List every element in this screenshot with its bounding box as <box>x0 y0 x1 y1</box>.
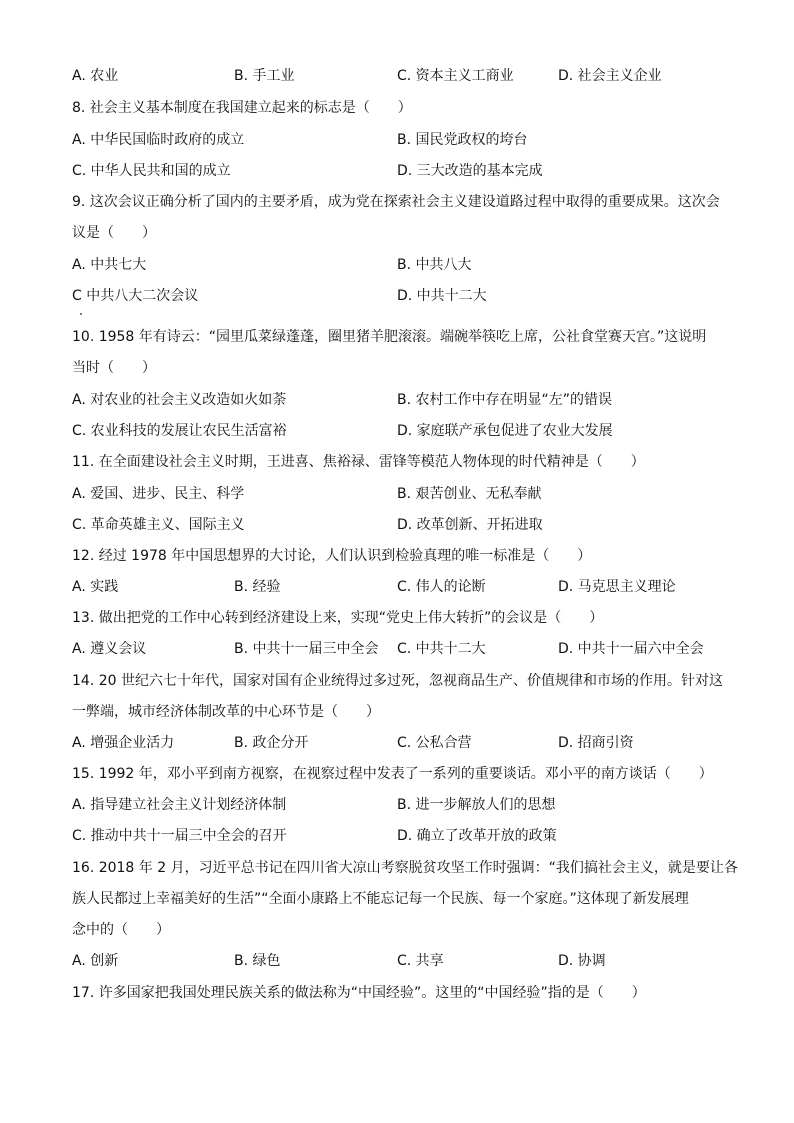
q9-option-b: B. 中共八大 <box>397 257 472 273</box>
q14-stem-line-1: 14. 20 世纪六七十年代，国家对国有企业统得过多过死，忽视商品生产、价值规律和市场的作用。针对这 <box>72 673 723 689</box>
q13-option-a: A. 遵义会议 <box>72 641 147 657</box>
q13-option-d: D. 中共十一届六中全会 <box>558 641 704 657</box>
q10-option-c: C. 农业科技的发展让农民生活富裕 <box>72 423 287 439</box>
q10-stem-line-1: 10. 1958 年有诗云：“园里瓜菜绿蓬蓬，圈里猪羊肥滚滚。端碗举筷吃上席，公社食堂赛天宫。”这说明 <box>72 329 707 345</box>
q10-option-d: D. 家庭联产承包促进了农业大发展 <box>397 423 613 439</box>
q16-stem-line-2: 族人民都过上幸福美好的生活”“全面小康路上不能忘记每一个民族、每一个家庭。”这体现了新发展理 <box>72 891 689 907</box>
q16-option-c: C. 共享 <box>397 953 444 969</box>
q16-option-a: A. 创新 <box>72 953 119 969</box>
q10-option-a: A. 对农业的社会主义改造如火如荼 <box>72 392 287 408</box>
q12-option-b: B. 经验 <box>234 579 281 595</box>
q15-option-c: C. 推动中共十一届三中全会的召开 <box>72 828 287 844</box>
q11-option-c: C. 革命英雄主义、国际主义 <box>72 517 245 533</box>
q15-option-b: B. 进一步解放人们的思想 <box>397 797 556 813</box>
q8-option-c: C. 中华人民共和国的成立 <box>72 163 231 179</box>
q10-option-b: B. 农村工作中存在明显“左”的错误 <box>397 392 613 408</box>
q12-option-c: C. 伟人的论断 <box>397 579 486 595</box>
q8-option-a: A. 中华民国临时政府的成立 <box>72 132 245 148</box>
q9-option-c: C 中共八大二次会议 <box>72 288 199 304</box>
q10-stem-line-2: 当时（ ） <box>72 360 156 376</box>
q14-option-d: D. 招商引资 <box>558 735 634 751</box>
q11-option-a: A. 爱国、进步、民主、科学 <box>72 486 245 502</box>
q13-option-c: C. 中共十二大 <box>397 641 486 657</box>
q7-option-d: D. 社会主义企业 <box>558 68 662 84</box>
q14-option-a: A. 增强企业活力 <box>72 735 175 751</box>
q8-stem: 8. 社会主义基本制度在我国建立起来的标志是（ ） <box>72 100 412 116</box>
q16-stem-line-3: 念中的（ ） <box>72 922 170 938</box>
q17-stem: 17. 许多国家把我国处理民族关系的做法称为“中国经验”。这里的“中国经验”指的是（ ） <box>72 985 646 1001</box>
q12-stem: 12. 经过 1978 年中国思想界的大讨论，人们认识到检验真理的唯一标准是（ ） <box>72 548 592 564</box>
q9-option-d: D. 中共十二大 <box>397 288 487 304</box>
q9-stem-line-2: 议是（ ） <box>72 225 156 241</box>
q7-option-b: B. 手工业 <box>234 68 295 84</box>
q9-stem-line-1: 9. 这次会议正确分析了国内的主要矛盾，成为党在探索社会主义建设道路过程中取得的重要成果。这次会 <box>72 194 720 210</box>
q16-stem-line-1: 16. 2018 年 2 月，习近平总书记在四川省大凉山考察脱贫攻坚工作时强调：“我们搞社会主义，就是要让各 <box>72 860 738 876</box>
q11-option-d: D. 改革创新、开拓进取 <box>397 517 543 533</box>
q7-option-a: A. 农业 <box>72 68 119 84</box>
q15-option-a: A. 指导建立社会主义计划经济体制 <box>72 797 287 813</box>
q11-stem: 11. 在全面建设社会主义时期，王进喜、焦裕禄、雷锋等模范人物体现的时代精神是（ ） <box>72 454 645 470</box>
q12-option-a: A. 实践 <box>72 579 119 595</box>
q8-option-b: B. 国民党政权的垮台 <box>397 132 528 148</box>
q15-stem: 15. 1992 年，邓小平到南方视察，在视察过程中发表了一系列的重要谈话。邓小平的南方谈话（ ） <box>72 766 713 782</box>
q9-option-a: A. 中共七大 <box>72 257 147 273</box>
q14-option-c: C. 公私合营 <box>397 735 472 751</box>
q16-option-d: D. 协调 <box>558 953 606 969</box>
q14-stem-line-2: 一弊端，城市经济体制改革的中心环节是（ ） <box>72 704 380 720</box>
q8-option-d: D. 三大改造的基本完成 <box>397 163 543 179</box>
q12-option-d: D. 马克思主义理论 <box>558 579 676 595</box>
q16-option-b: B. 绿色 <box>234 953 281 969</box>
q15-option-d: D. 确立了改革开放的政策 <box>397 828 557 844</box>
q13-stem: 13. 做出把党的工作中心转到经济建设上来，实现“党史上伟大转折”的会议是（ ） <box>72 610 604 626</box>
scan-speck <box>80 313 82 315</box>
q13-option-b: B. 中共十一届三中全会 <box>234 641 379 657</box>
q7-option-c: C. 资本主义工商业 <box>397 68 514 84</box>
q11-option-b: B. 艰苦创业、无私奉献 <box>397 486 542 502</box>
q14-option-b: B. 政企分开 <box>234 735 309 751</box>
